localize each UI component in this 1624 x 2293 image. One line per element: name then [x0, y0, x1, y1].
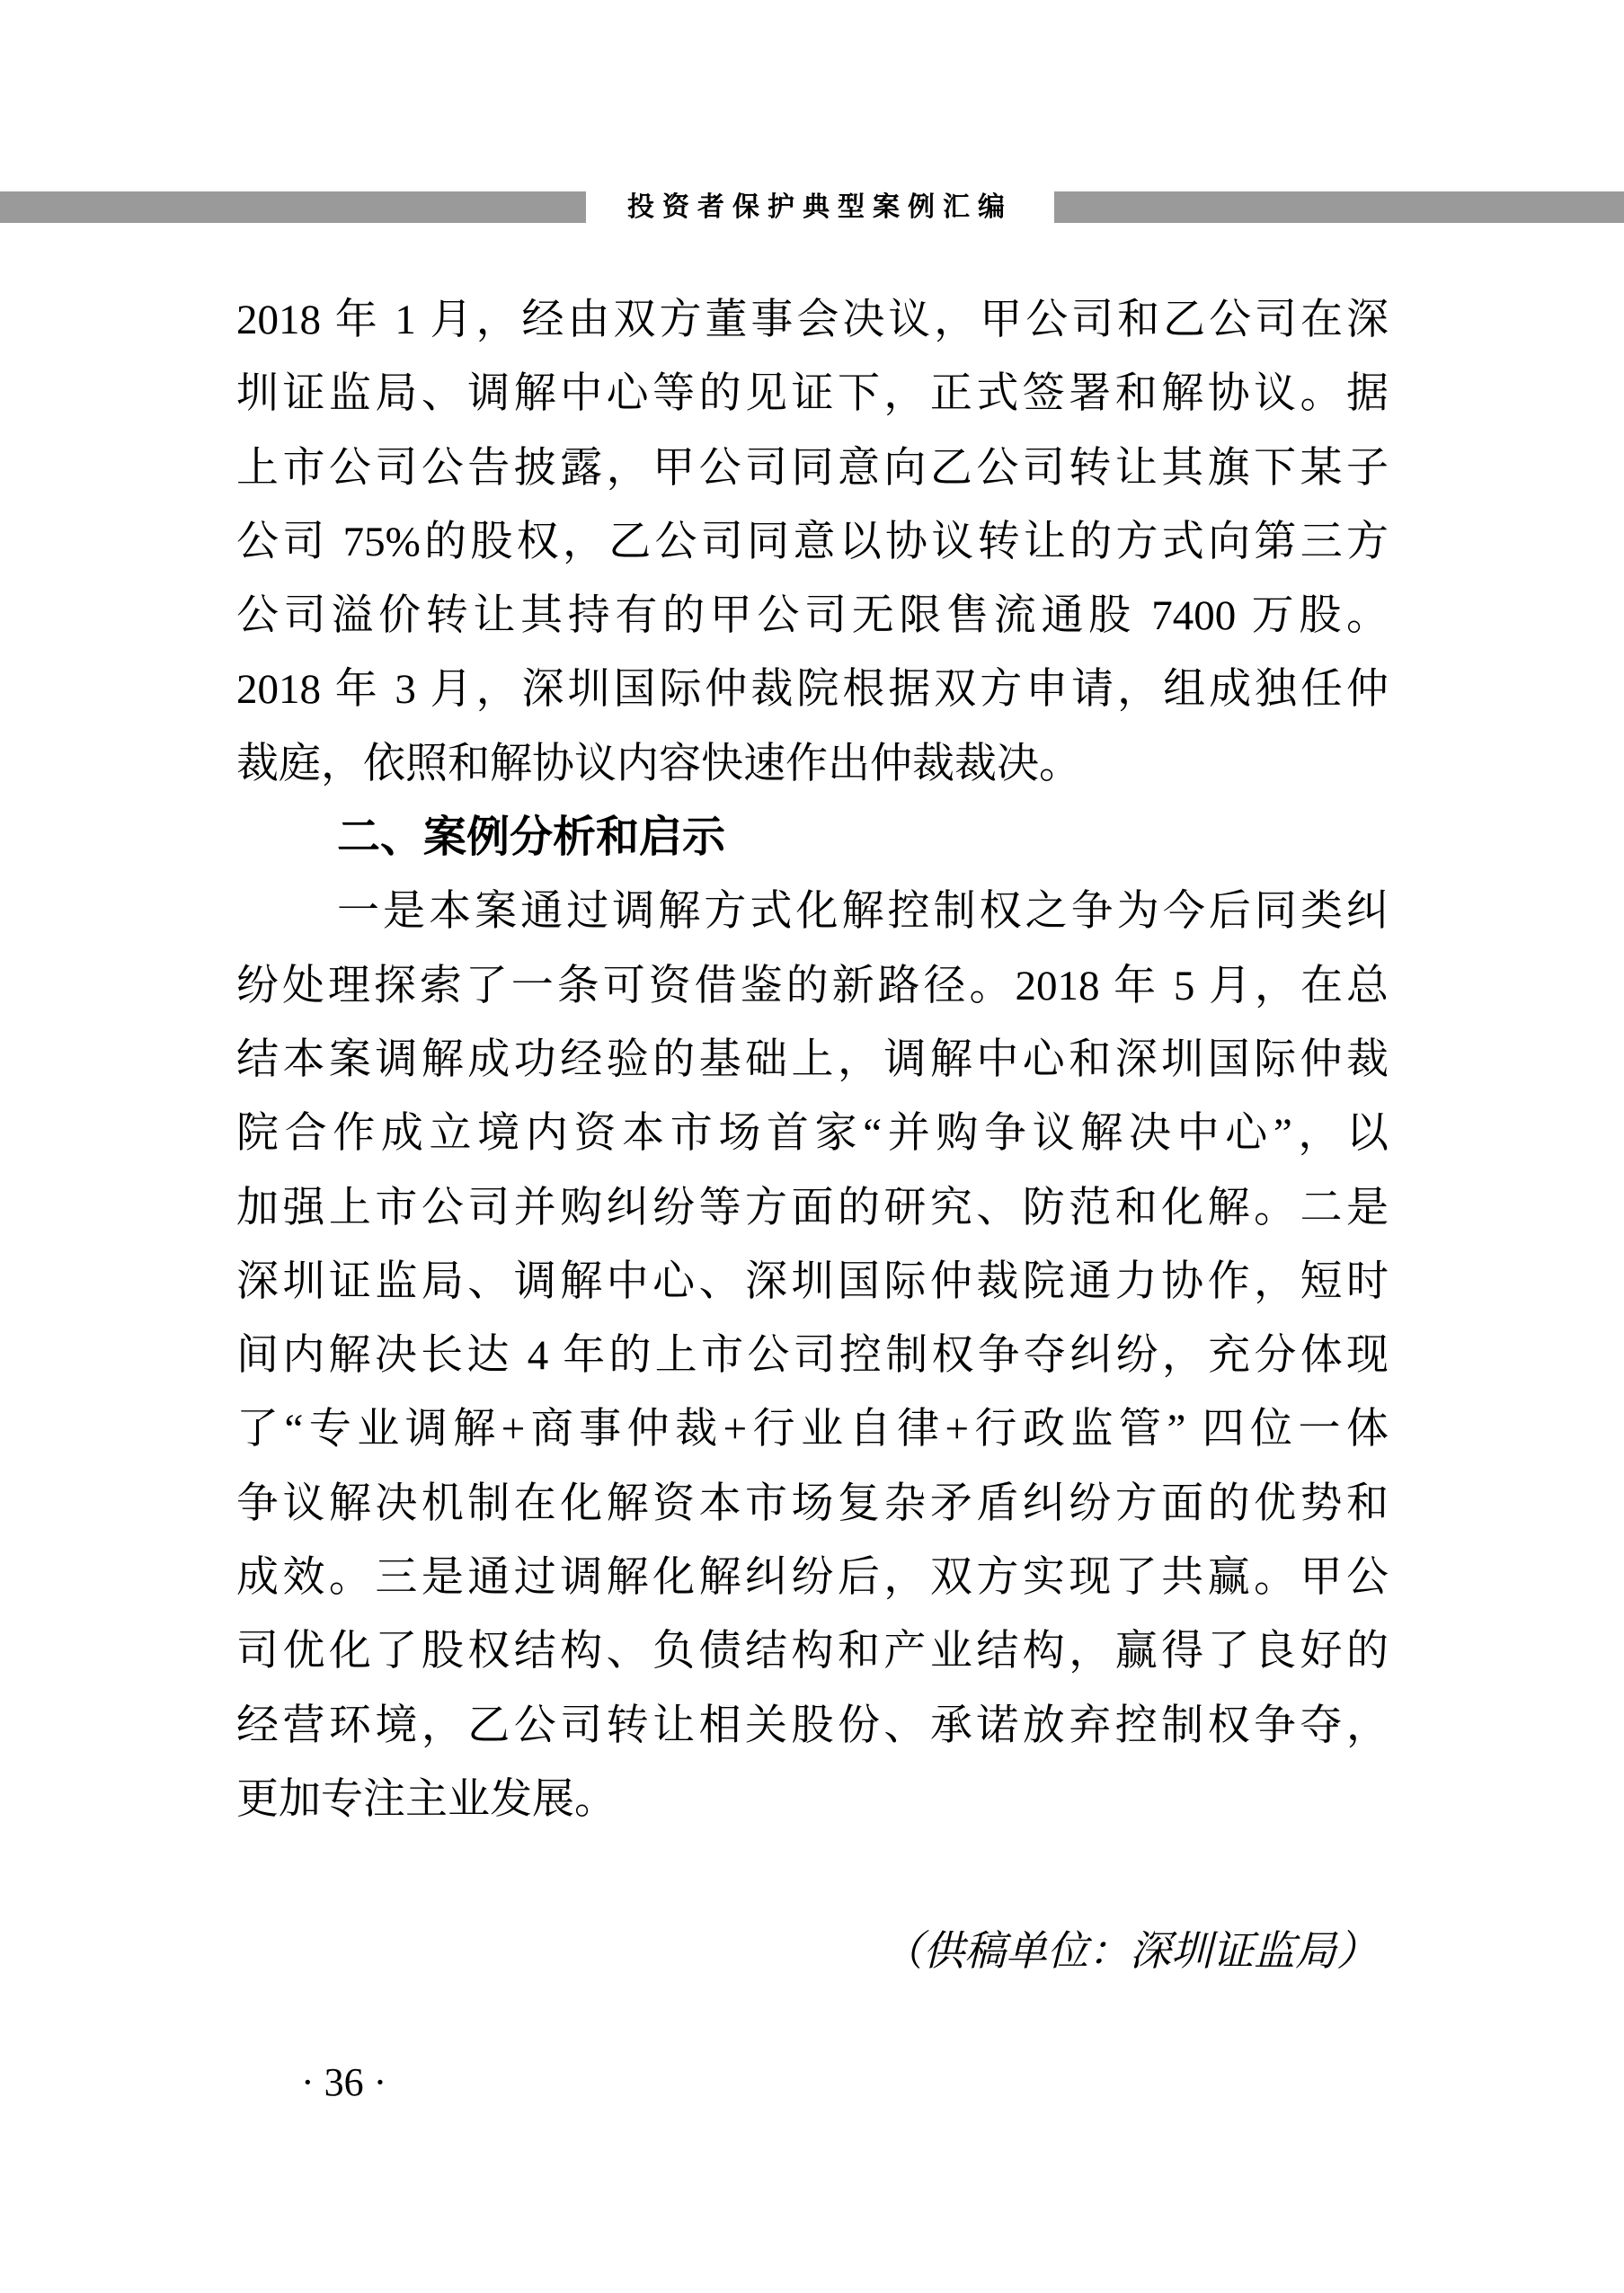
- header-title: 投资者保护典型案例汇编: [627, 192, 1013, 222]
- text-line: 2018 年 3 月，深圳国际仲裁院根据双方申请，组成独任仲: [236, 666, 1389, 714]
- text-line: 一是本案通过调解方式化解控制权之争为今后同类纠: [337, 888, 1389, 936]
- text-line: 深圳证监局、调解中心、深圳国际仲裁院通力协作，短时: [236, 1258, 1389, 1305]
- text-line: 公司 75%的股权，乙公司同意以协议转让的方式向第三方: [236, 518, 1389, 565]
- page-number: · 36 ·: [301, 2060, 387, 2104]
- text-line: 院合作成立境内资本市场首家“并购争议解决中心”，以: [236, 1110, 1389, 1158]
- page-header: [0, 0, 1624, 252]
- header-left-bar: [0, 191, 586, 223]
- text-line: 司优化了股权结构、负债结构和产业结构，赢得了良好的: [236, 1628, 1389, 1675]
- text-line: 结本案调解成功经验的基础上，调解中心和深圳国际仲裁: [236, 1035, 1389, 1083]
- body-text: [236, 283, 1389, 1836]
- text-line: 纷处理探索了一条可资借鉴的新路径。2018 年 5 月，在总: [236, 962, 1389, 1009]
- text-line: 经营环境，乙公司转让相关股份、承诺放弃控制权争夺，: [236, 1702, 1389, 1749]
- attribution-line: （供稿单位：深圳证监局）: [882, 1928, 1378, 1974]
- text-line: 公司溢价转让其持有的甲公司无限售流通股 7400 万股。: [236, 592, 1389, 640]
- text-line: 更加专注主业发展。: [236, 1775, 617, 1823]
- text-line: 2018 年 1 月，经由双方董事会决议，甲公司和乙公司在深: [236, 297, 1389, 343]
- text-line: 裁庭，依照和解协议内容快速作出仲裁裁决。: [236, 740, 1081, 787]
- text-line: 上市公司公告披露，甲公司同意向乙公司转让其旗下某子: [236, 444, 1389, 492]
- text-line: 成效。三是通过调解化解纠纷后，双方实现了共赢。甲公: [236, 1554, 1389, 1602]
- text-line: 了“专业调解+商事仲裁+行业自律+行政监管” 四位一体: [236, 1406, 1389, 1453]
- text-line: 圳证监局、调解中心等的见证下，正式签署和解协议。据: [236, 370, 1389, 418]
- section-heading: 二、案例分析和启示: [337, 813, 726, 862]
- header-right-bar: [1054, 191, 1624, 223]
- text-line: 间内解决长达 4 年的上市公司控制权争夺纠纷，充分体现: [236, 1332, 1389, 1380]
- text-line: 加强上市公司并购纠纷等方面的研究、防范和化解。二是: [236, 1184, 1389, 1231]
- text-line: 争议解决机制在化解资本市场复杂矛盾纠纷方面的优势和: [236, 1480, 1389, 1527]
